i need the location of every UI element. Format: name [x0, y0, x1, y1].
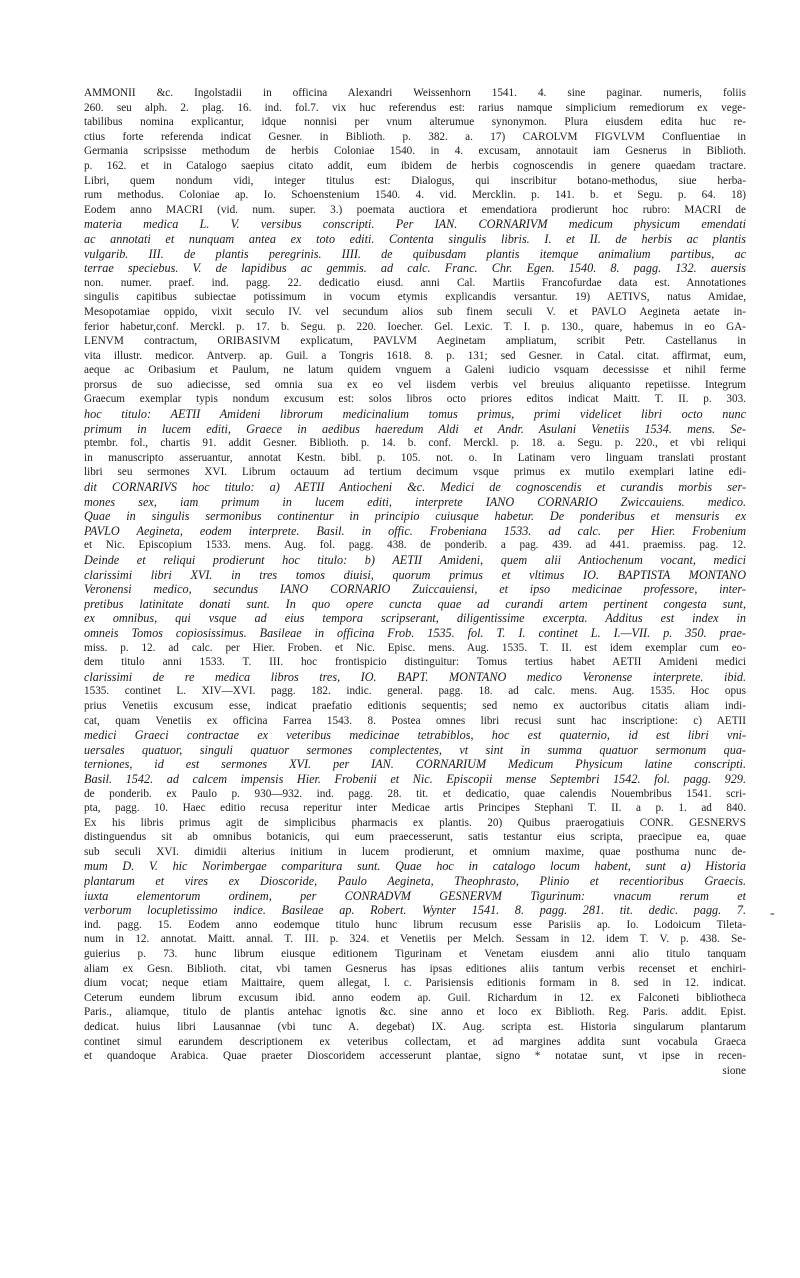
text-line: aliam ex Gesn. Biblioth. citat, vbi tamen Gesnerus has ipsas editiones aliis tantum verbis recenset et enchiri- [84, 962, 746, 975]
text-line: LENVM contractum, ORIBASIVM explicatum, PAVLVM Aeginetam ampliatum, scribit Petr. Castellanus in [84, 335, 746, 348]
text-line: plantarum et vires ex Dioscoride, Paulo Aegineta, Theophrasto, Plinio et recentioribus Graecis. [84, 874, 746, 889]
text-line: vulgarib. III. de plantis peregrinis. IIII. de quibusdam plantis itemque animalium partibus, ac [84, 246, 746, 261]
text-line: et quandoque Arabica. Quae praeter Dioscoridem accesserunt plantae, signo * notatae sunt, vt ipse in recen- [84, 1050, 746, 1063]
text-line: 1535. continet L. XIV—XVI. pagg. 182. indic. general. pagg. 18. ad calc. mens. Aug. 1535. Hoc opus [84, 685, 746, 698]
text-line: dit CORNARIVS hoc titulo: a) AETII Antiocheni &c. Medici de cognoscendis et curandis morbis ser- [84, 480, 746, 495]
text-line: rum methodus. Coloniae ap. Io. Schoenstenium 1540. 4. vid. Mercklin. p. 141. b. et Segu. p. 64. 18) [84, 189, 746, 202]
text-line: verborum locupletissimo indice. Basileae ap. Robert. Wynter 1541. 8. pagg. 281. tit. dedic. pagg. 7. [84, 903, 746, 918]
text-line: AMMONII &c. Ingolstadii in officina Alexandri Weissenhorn 1541. 4. sine paginar. numeris, foliis [84, 87, 746, 99]
text-line: ac annotati et nunquam antea ex toto editi. Contenta singulis libris. I. et II. de herbis ac plantis [84, 231, 746, 246]
text-line: miss. p. 12. ad calc. per Hier. Froben. et Nic. Episc. mens. Aug. 1535. T. II. est idem exemplar cum eo- [84, 641, 746, 654]
text-line: prorsus de suo adiecisse, sed omnia sua ex eo vel iisdem verbis vel breuius aliquanto repetiisse. Integrum [84, 378, 746, 391]
text-line: ptembr. fol., chartis 91. addit Gesner. Biblioth. p. 14. b. conf. Merckl. p. 18. a. Segu. p. 220., et vbi reliqui [84, 437, 746, 450]
text-line: prius Venetiis excusum esse, indicat praefatio editionis sequentis; sed nemo ex auctoribus citatis aliam indi- [84, 699, 746, 712]
text-line: sione [722, 1064, 746, 1077]
text-line: guierius p. 73. hunc librum eiusque editionem Tigurinam et Venetam eiusdem anni alio titulo tanquam [84, 948, 746, 961]
text-line: Quae in singulis sermonibus continentur in principio cuiusque habetur. De ponderibus et mensuris ex [84, 509, 746, 524]
text-line: non. numer. praef. ind. pagg. 22. dedicatio eiusd. anni Cal. Martiis Francofurdae data est. Annotationes [84, 276, 746, 289]
body-text [84, 86, 746, 1276]
text-line: dium vocat; neque etiam Maittaire, quem allegat, l. c. Parisiensis editionis formam in 8. sed in 12. indicat. [84, 977, 746, 990]
text-line: ex omnibus, qui vsque ad eius tempora scripserant, diligentissime excerpta. Additus est index in [84, 611, 746, 626]
text-line: mones sex, iam primum in lucem editi, interprete IANO CORNARIO Zwiccauiens. medico. [84, 494, 746, 509]
text-line: iuxta elementorum ordinem, per CONRADVM GESNERVM Tigurinum: vnacum rerum et [84, 888, 746, 903]
text-line: mum D. V. hic Norimbergae comparitura sunt. Quae hoc in catalogo locum habent, sunt a) Historia [84, 859, 746, 874]
text-line: hoc titulo: AETII Amideni librorum medicinalium tomus primus, primi videlicet libri octo nunc [84, 407, 746, 422]
text-line: p. 162. et in Catalogo saepius citato addit, eum ibidem de herbis cognoscendis in genere quaedam tractare. [84, 159, 746, 172]
text-line: materia medica L. V. versibus conscripti. Per IAN. CORNARIVM medicum physicum emendati [84, 217, 746, 232]
text-line: continet simul earundem descriptionem ex veteribus collectam, et ad margines addita sunt vocabula Graeca [84, 1035, 746, 1048]
text-line: Veronensi medico, secundus IANO CORNARIO Zuiccauiensi, et ipso medicinae professore, inter- [84, 582, 746, 597]
text-line: singulis capitibus subiectae potissimum in vocum etymis explicandis versantur. 19) AETIVS, natus Amidae, [84, 291, 746, 304]
text-line: sub seculi XVI. dimidii alterius initium in lucem prodierunt, et omnium maxime, quae posthuma nunc de- [84, 845, 746, 858]
text-line: Mesopotamiae oppido, vixit seculo IV. vel secundum alios sub finem seculi V. et PAVLO Aegineta aetate in- [84, 305, 746, 318]
text-line: Paris., aliamque, titulo de plantis antehac ignotis &c. sine anno et loco ex Biblioth. Reg. Paris. addit. Epist. [84, 1006, 746, 1019]
text-line: aeque ac Oribasium et Paulum, ne latum quidem vnguem a Galeni iudicio vsquam decessisse et nihil ferme [84, 364, 746, 377]
text-line: ctius forte referenda indicat Gesner. in Biblioth. p. 382. a. 17) CAROLVM FIGVLVM Confluentiae in [84, 130, 746, 143]
text-line: ind. pagg. 15. Eodem anno eodemque titulo hunc librum recusum esse Parisiis ap. Io. Lodoicum Tileta- [84, 918, 746, 931]
text-line: distinguendus sit ab omnibus botanicis, qui eum praecesserunt, satis testantur eius scripta, praecipue ea, quae [84, 831, 746, 844]
text-line: num in 12. annotat. Maitt. annal. T. III. p. 324. et Venetiis per Melch. Sessam in 12. idem T. V. p. 438. Se- [84, 933, 746, 946]
text-line: terrae speciebus. V. de lapidibus ac gemmis. ad calc. Franc. Chr. Egen. 1540. 8. pagg. 132. auersis [84, 261, 746, 276]
text-line: dem titulo anni 1533. T. III. hoc frontispicio distinguitur: Tomus tertius habet AETII Amideni medici [84, 656, 746, 669]
text-line: Graecum exemplar typis nondum excusum est: solos libros octo priores editos indicat Maitt. T. II. p. 303. [84, 393, 746, 406]
text-line: pretibus latinitate donati sunt. In quo opere cuncta quae ad curandi artem pertinent congesta sunt, [84, 596, 746, 611]
text-line: Eodem anno MACRI (vid. num. super. 3.) poemata auctiora et emendatiora prodierunt hoc rubro: MACRI de [84, 203, 746, 216]
text-line: libri seu sermones XVI. Librum octauum ad tertium decimum vsque primus ex mutilo exemplari latine edi- [84, 466, 746, 479]
text-line: medici Graeci contractae ex veteribus medicinae tetrabiblos, hoc est quaternio, id est libri vni- [84, 728, 746, 743]
text-line: ferior habetur,conf. Merckl. p. 17. b. Segu. p. 220. Ioecher. Gel. Lexic. T. I. p. 130., quare, habemus in eo GA- [84, 320, 746, 333]
text-line: vita illustr. medicor. Antverp. ap. Guil. a Tongris 1618. 8. p. 131; sed Gesner. in Catal. citat. affirmat, eum, [84, 349, 746, 362]
text-line: dedicat. huius libri Lausannae (vbi tunc A. degebat) IX. Aug. scripta est. Historia singularum plantarum [84, 1021, 746, 1033]
text-line: in manuscripto asseruantur, annotat Kestn. bibl. p. 105. not. o. In Latinam vero linguam translati prostant [84, 451, 746, 464]
text-line: omneis Tomos copiosissimus. Basileae in officina Frob. 1535. fol. T. I. continet L. I.—VII. p. 350. prae- [84, 625, 746, 640]
text-line: cat, quam Venetiis ex officina Farrea 1543. 8. Postea omnes libri recusi sunt hac inscriptione: c) AETII [84, 714, 746, 727]
text-line: Basil. 1542. ad calcem impensis Hier. Frobenii et Nic. Episcopii mense Septembri 1542. fol. pagg. 929. [84, 771, 746, 786]
text-line: Libri, quem nondum vidi, integer titulus est: Dialogus, qui inscribitur botano-methodus, siue herba- [84, 174, 746, 187]
margin-mark: - [770, 906, 775, 921]
text-line: pta, pagg. 10. Haec editio recusa reperitur inter Medicae artis Principes Stephani T. II. a p. 1. ad 840. [84, 802, 746, 815]
text-line: Deinde et reliqui prodierunt hoc titulo: b) AETII Amideni, quem alii Antiochenum vocant, medici [84, 553, 746, 567]
text-line: clarissimi de re medica libros tres, IO. BAPT. MONTANO medico Veronense interprete. ibid. [84, 669, 746, 684]
text-line: de ponderib. ex Paulo p. 930—932. ind. pagg. 28. tit. et dedicatio, quae calendis Nouembribus 1541. scri- [84, 787, 746, 800]
text-line: Ceterum eundem librum excusum ibid. anno eodem ap. Guil. Richardum in 12. ex Falconeti bibliotheca [84, 991, 746, 1004]
text-line: Germania scripsisse methodum de herbis Coloniae 1540. in 4. excusam, annotauit iam Gesnerus in Biblioth. [84, 145, 746, 158]
text-line: Ex his libris primus agit de simplicibus pharmacis ex plantis. 20) Quibus praerogatiuis CONR. GESNERVS [84, 816, 746, 829]
text-line: uersales quatuor, singuli quatuor sermones complectentes, vt sint in summa quatuor sermonum qua- [84, 742, 746, 757]
text-line: PAVLO Aegineta, eodem interprete. Basil. in offic. Frobeniana 1533. ad calc. per Hier. Frobenium [84, 523, 746, 538]
text-line: et Nic. Episcopium 1533. mens. Aug. fol. pagg. 438. de ponderib. a pag. 439. ad 441. praemiss. pag. 12. [84, 539, 746, 552]
text-line: clarissimi libri XVI. in tres tomos diuisi, quorum primus et vltimus IO. BAPTISTA MONTANO [84, 567, 746, 582]
text-line: primum in lucem editi, Graece in aedibus haeredum Aldi et Andr. Asulani Venetiis 1534. mens. Se- [84, 421, 746, 436]
text-line: 260. seu alph. 2. plag. 16. ind. fol.7. vix huc referendus est: rarius namque simplicium remediorum ex vege- [84, 101, 746, 114]
text-line: tabilibus nomina explicantur, idque nonnisi per vnum alterumue synonymon. Plura eiusdem edita huc re- [84, 116, 746, 129]
text-line: terniones, id est sermones XVI. per IAN. CORNARIUM Medicum Physicum latine conscripti. [84, 757, 746, 772]
